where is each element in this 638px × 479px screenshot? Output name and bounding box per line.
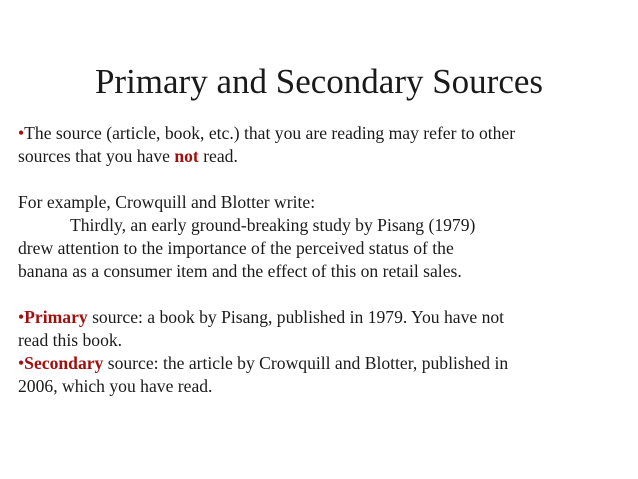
bullet-icon: • bbox=[18, 123, 25, 143]
spacer bbox=[18, 168, 630, 191]
intro-emphasis: not bbox=[174, 146, 199, 166]
primary-text-1: source: a book by Pisang, published in 1979. You have not bbox=[87, 307, 505, 327]
bullet-icon: • bbox=[18, 307, 25, 327]
slide-body bbox=[18, 122, 630, 398]
intro-text-2a: sources that you have bbox=[18, 146, 175, 166]
intro-line-2 bbox=[18, 145, 630, 168]
primary-line-2: read this book. bbox=[18, 330, 123, 350]
primary-line-1 bbox=[18, 306, 630, 329]
example-lead: For example, Crowquill and Blotter write: bbox=[18, 192, 316, 212]
intro-text-1: The source (article, book, etc.) that you are reading may refer to other bbox=[24, 123, 516, 143]
slide-title: Primary and Secondary Sources bbox=[94, 62, 544, 101]
secondary-line-1 bbox=[18, 352, 630, 375]
secondary-text-1: source: the article by Crowquill and Blotter, published in bbox=[103, 353, 509, 373]
quote-line-2: drew attention to the importance of the perceived status of the bbox=[18, 238, 454, 258]
quote-line-3: banana as a consumer item and the effect of this on retail sales. bbox=[18, 261, 462, 281]
spacer bbox=[18, 283, 630, 306]
intro-line-1 bbox=[18, 122, 630, 145]
quote-line-1: Thirdly, an early ground-breaking study by Pisang (1979) bbox=[70, 215, 476, 235]
secondary-line-2: 2006, which you have read. bbox=[18, 376, 213, 396]
intro-text-2b: read. bbox=[198, 146, 238, 166]
bullet-icon: • bbox=[18, 353, 25, 373]
primary-term: Primary bbox=[24, 307, 88, 327]
secondary-term: Secondary bbox=[24, 353, 104, 373]
